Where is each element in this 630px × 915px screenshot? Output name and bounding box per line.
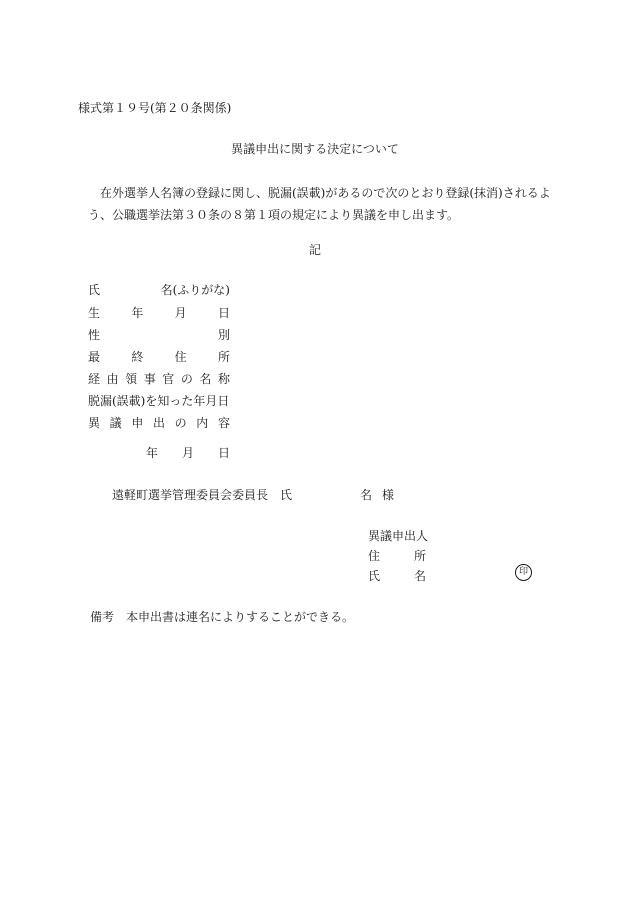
- field-consulate-char-8: 称: [217, 372, 230, 386]
- field-omission-date: [88, 394, 230, 408]
- field-objection-char-2: 議: [109, 416, 122, 430]
- field-omission-date-label: 脱漏(誤載)を知った年月日: [88, 394, 230, 408]
- field-address-char-1: 最: [88, 350, 101, 364]
- remark-label: 備考: [90, 610, 115, 624]
- remark: [90, 610, 354, 624]
- field-consulate-char-2: 由: [106, 372, 119, 386]
- field-name-char-2: 名: [160, 283, 173, 297]
- field-name-furigana: (ふりがな): [172, 283, 230, 297]
- body-paragraph: [88, 182, 560, 226]
- date-day-char: 日: [217, 446, 230, 460]
- applicant-address: [368, 549, 426, 563]
- field-address-char-3: 住: [174, 350, 187, 364]
- field-last-address: [88, 350, 230, 364]
- date-month-char: 月: [181, 446, 194, 460]
- field-consulate-char-6: の: [180, 372, 193, 386]
- field-birth-char-3: 月: [174, 306, 187, 320]
- field-birth-char-4: 日: [217, 306, 230, 320]
- field-objection-content: [88, 416, 230, 430]
- field-objection-char-6: 内: [196, 416, 209, 430]
- applicant-name: [368, 569, 426, 583]
- field-gender: [88, 328, 230, 342]
- field-consulate: [88, 372, 230, 386]
- date-year-char: 年: [146, 446, 159, 460]
- field-gender-char-2: 別: [217, 328, 230, 342]
- applicant-name-char-2: 名: [413, 569, 426, 583]
- field-address-char-2: 終: [131, 350, 144, 364]
- form-number: 様式第１９号(第２０条関係): [78, 101, 232, 115]
- addressee-honorific: 様: [382, 488, 395, 502]
- body-line-2: う、公職選挙法第３０条の８第１項の規定により異議を申し出ます。: [88, 208, 460, 222]
- body-line-1: 在外選挙人名簿の登録に関し、脱漏(誤載)があるので次のとおり登録(抹消)されるよ: [100, 186, 551, 200]
- document-title: 異議申出に関する決定について: [231, 142, 399, 156]
- field-name-char-1: 氏: [88, 283, 101, 297]
- field-birth-char-2: 年: [131, 306, 144, 320]
- field-birth-char-1: 生: [88, 306, 101, 320]
- seal-icon: 印: [515, 564, 532, 581]
- field-consulate-char-3: 領: [125, 372, 138, 386]
- addressee-label: 遠軽町選挙管理委員会委員長 氏: [112, 488, 293, 502]
- ki-heading: 記: [308, 243, 321, 257]
- addressee-name-char: 名: [360, 488, 373, 502]
- field-gender-char-1: 性: [88, 328, 101, 342]
- field-name: [88, 283, 230, 297]
- field-objection-char-1: 異: [88, 416, 101, 430]
- field-objection-char-4: 出: [152, 416, 165, 430]
- applicant-address-char-2: 所: [413, 549, 426, 563]
- field-consulate-char-7: 名: [199, 372, 212, 386]
- applicant-title: 異議申出人: [368, 529, 429, 543]
- submission-date: [146, 446, 230, 460]
- addressee-line: [112, 488, 395, 502]
- field-address-char-4: 所: [217, 350, 230, 364]
- field-birthdate: [88, 306, 230, 320]
- field-consulate-char-1: 経: [88, 372, 101, 386]
- field-consulate-char-4: 事: [143, 372, 156, 386]
- field-objection-char-5: の: [174, 416, 187, 430]
- applicant-address-char-1: 住: [368, 549, 381, 563]
- field-consulate-char-5: 官: [162, 372, 175, 386]
- applicant-name-char-1: 氏: [368, 569, 381, 583]
- field-objection-char-7: 容: [217, 416, 230, 430]
- field-objection-char-3: 申: [131, 416, 144, 430]
- remark-text: 本申出書は連名によりすることができる。: [126, 610, 355, 624]
